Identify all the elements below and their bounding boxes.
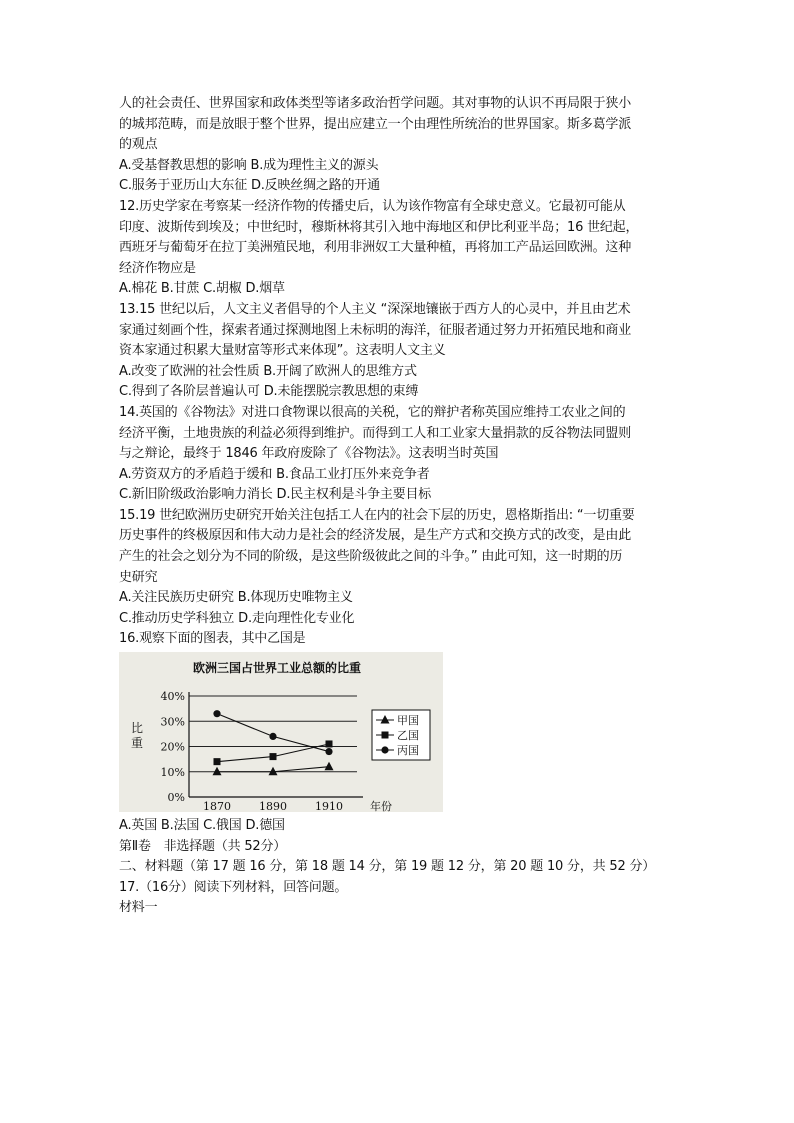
- material-label: 材料一: [119, 900, 158, 916]
- question-line: 12.历史学家在考察某一经济作物的传播史后，认为该作物富有全球史意义。它最初可能从: [119, 198, 626, 214]
- y-tick-label: 0%: [167, 791, 185, 805]
- passage-continued: [119, 94, 679, 156]
- passage-line: 人的社会责任、世界国家和政体类型等诸多政治哲学问题。其对事物的认识不再局限于狭小: [119, 96, 632, 111]
- data-point-丙国: [325, 748, 332, 755]
- data-point-乙国: [214, 758, 221, 765]
- x-tick-label: 1870: [203, 800, 231, 813]
- question-line: 经济作物应是: [119, 260, 196, 276]
- question-15: [119, 506, 679, 630]
- passage-line: 的城邦范畴，而是放眼于整个世界，提出应建立一个由理性所统治的世界国家。斯多葛学派: [119, 116, 632, 132]
- question-line: 与之辩论，最终于 1846 年政府废除了《谷物法》。这表明当时英国: [119, 446, 499, 462]
- question-14: [119, 403, 679, 506]
- data-point-乙国: [270, 753, 277, 760]
- question-16: [119, 629, 679, 836]
- section-title: 第Ⅱ卷 非选择题（共 52分）: [119, 838, 287, 854]
- legend-marker-丙国: [381, 746, 388, 753]
- passage-line: 的观点: [119, 137, 158, 153]
- y-tick-label: 40%: [160, 690, 185, 704]
- question-line: 家通过刻画个性，探索者通过探测地图上未标明的海洋，征服者通过努力开拓殖民地和商业: [119, 322, 632, 338]
- chart-svg: [119, 652, 443, 812]
- data-point-丙国: [269, 733, 276, 740]
- legend-marker-乙国: [382, 732, 389, 739]
- option-line: A.英国 B.法国 C.俄国 D.德国: [119, 818, 285, 834]
- x-axis-label: 年份: [370, 800, 392, 813]
- part-two-heading: 二、材料题（第 17 题 16 分，第 18 题 14 分，第 19 题 12 分，第 20 题 10 分，共 52 分）: [119, 859, 656, 875]
- question-line: 经济平衡，土地贵族的利益必须得到维护。而得到工人和工业家大量捐款的反谷物法同盟则: [119, 425, 632, 441]
- y-axis-label: 重: [130, 736, 144, 751]
- question-13: [119, 300, 679, 403]
- question-line: 资本家通过积累大量财富等形式来体现”。这表明人文主义: [119, 343, 446, 359]
- option-line: A.劳资双方的矛盾趋于缓和 B.食品工业打压外来竞争者: [119, 466, 430, 482]
- data-point-乙国: [326, 741, 333, 748]
- question-17-stem: 17.（16分）阅读下列材料，回答问题。: [119, 879, 348, 895]
- option-line: A.棉花 B.甘蔗 C.胡椒 D.烟草: [119, 281, 285, 297]
- question-line: 15.19 世纪欧洲历史研究开始关注包括工人在内的社会下层的历史，恩格斯指出: “一切重要: [119, 507, 635, 523]
- question-line: 历史事件的终极原因和伟大动力是社会的经济发展，是生产方式和交换方式的改变，是由此: [119, 528, 632, 544]
- y-tick-label: 20%: [160, 740, 185, 754]
- option-line: C.服务于亚历山大东征 D.反映丝绸之路的开通: [119, 178, 380, 194]
- question-line: 史研究: [119, 569, 158, 585]
- y-tick-label: 30%: [160, 715, 185, 729]
- option-line: A.关注民族历史研究 B.体现历史唯物主义: [119, 590, 353, 606]
- data-point-丙国: [213, 710, 220, 717]
- y-tick-label: 10%: [160, 765, 185, 779]
- legend-label-丙国: 丙国: [397, 744, 419, 758]
- option-line: C.得到了各阶层普遍认可 D.未能摆脱宗教思想的束缚: [119, 384, 419, 400]
- legend-label-乙国: 乙国: [397, 729, 419, 743]
- chart-title: 欧洲三国占世界工业总额的比重: [192, 661, 362, 676]
- question-line: 16.观察下面的图表，其中乙国是: [119, 631, 306, 647]
- industry-share-chart: [119, 652, 443, 812]
- y-axis-label: 比: [130, 721, 144, 736]
- question-11-options: [119, 156, 679, 197]
- option-line: C.新旧阶级政治影响力消长 D.民主权利是斗争主要目标: [119, 487, 432, 503]
- question-line: 13.15 世纪以后，人文主义者倡导的个人主义 “深深地镶嵌于西方人的心灵中，并且由艺术: [119, 301, 631, 317]
- option-line: A.受基督教思想的影响 B.成为理性主义的源头: [119, 157, 379, 173]
- question-line: 印度、波斯传到埃及；中世纪时，穆斯林将其引入地中海地区和伊比利亚半岛；16 世纪起，: [119, 219, 639, 235]
- question-line: 产生的社会之划分为不同的阶级，是这些阶级彼此之间的斗争。” 由此可知，这一时期的历: [119, 549, 623, 565]
- exam-page: [119, 94, 679, 919]
- option-line: A.改变了欧洲的社会性质 B.开阔了欧洲人的思维方式: [119, 363, 417, 379]
- question-line: 14.英国的《谷物法》对进口食物课以很高的关税，它的辩护者称英国应维持工农业之间的: [119, 404, 626, 420]
- question-12: [119, 197, 679, 300]
- legend-label-甲国: 甲国: [397, 714, 419, 728]
- option-line: C.推动历史学科独立 D.走向理性化专业化: [119, 610, 355, 626]
- x-tick-label: 1910: [315, 800, 343, 813]
- question-line: 西班牙与葡萄牙在拉丁美洲殖民地，利用非洲奴工大量种植，再将加工产品运回欧洲。这种: [119, 240, 632, 256]
- x-tick-label: 1890: [259, 800, 287, 813]
